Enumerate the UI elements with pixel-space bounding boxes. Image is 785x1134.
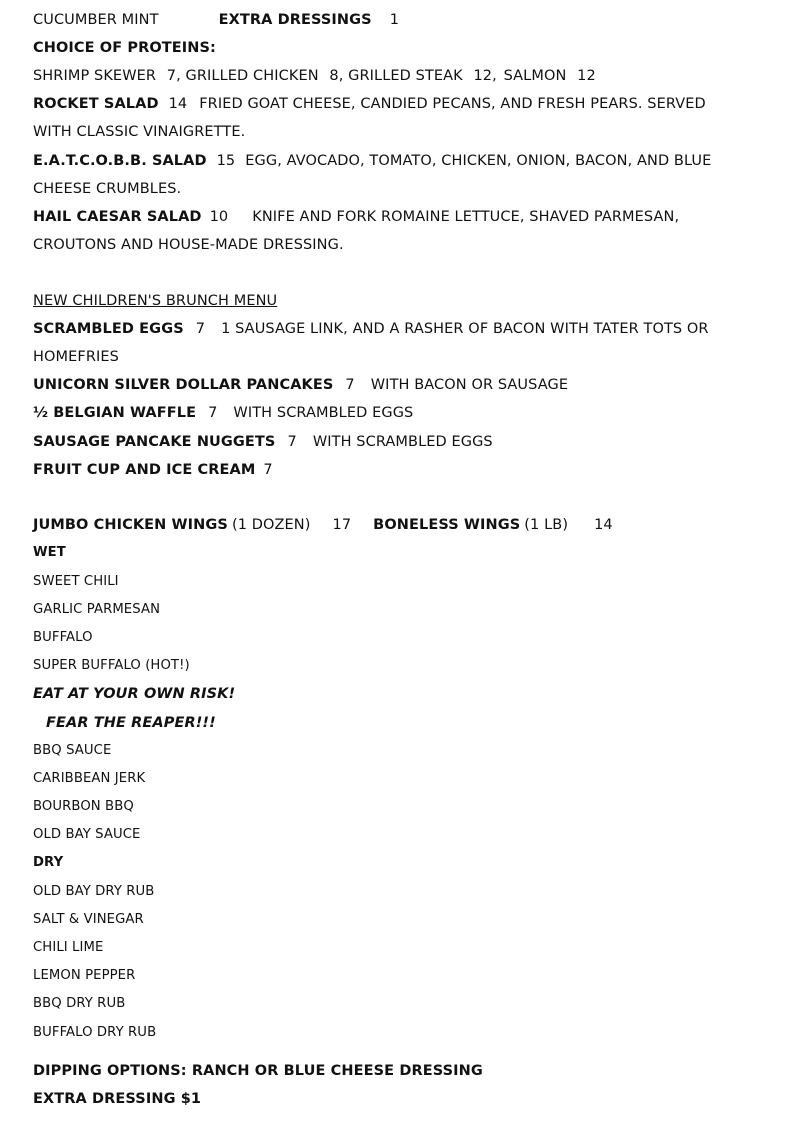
- children-item-price: 7: [195, 321, 206, 337]
- fear-the-reaper: FEAR THE REAPER!!!: [46, 715, 216, 731]
- children-item-name: FRUIT CUP AND ICE CREAM: [33, 462, 256, 478]
- sauce-item: GARLIC PARMESAN: [33, 602, 161, 617]
- children-item-price: 7: [345, 377, 355, 393]
- children-item-desc: WITH SCRAMBLED EGGS: [312, 434, 493, 450]
- extra-dressings-price: 1: [389, 12, 400, 28]
- protein-steak-price: 12,: [473, 68, 497, 84]
- salad-description: KNIFE AND FORK ROMAINE LETTUCE, SHAVED PARMESAN,: [252, 209, 680, 225]
- boneless-wings-price: 14: [594, 517, 613, 533]
- jumbo-wings-qty: (1 DOZEN): [231, 517, 311, 533]
- children-item-name: SCRAMBLED EGGS: [33, 321, 184, 337]
- sauce-item: SUPER BUFFALO (HOT!): [33, 658, 190, 673]
- salad-item: [33, 207, 679, 227]
- salad-price: 15: [216, 153, 236, 169]
- salad-price: 14: [168, 96, 188, 112]
- extra-dressing: EXTRA DRESSING $1: [33, 1091, 202, 1107]
- salad-description: EGG, AVOCADO, TOMATO, CHICKEN, ONION, BACON, AND BLUE: [245, 153, 712, 169]
- salad-name: HAIL CAESAR SALAD: [33, 209, 202, 225]
- protein-chicken-price: 8, GRILLED STEAK: [329, 68, 463, 84]
- protein-shrimp-price: 7, GRILLED CHICKEN: [166, 68, 319, 84]
- dry-rub-item: LEMON PEPPER: [33, 968, 136, 983]
- jumbo-wings-name: JUMBO CHICKEN WINGS: [33, 517, 228, 533]
- dipping-options: DIPPING OPTIONS: RANCH OR BLUE CHEESE DRESSING: [33, 1063, 483, 1079]
- children-item-price: 7: [263, 462, 273, 478]
- salad-price: 10: [209, 209, 229, 225]
- children-item: [33, 403, 413, 423]
- dry-label: DRY: [33, 855, 64, 870]
- salad-item: [33, 94, 706, 114]
- dry-rub-item: BBQ DRY RUB: [33, 996, 126, 1011]
- children-item-name: UNICORN SILVER DOLLAR PANCAKES: [33, 377, 334, 393]
- children-item-desc: WITH BACON OR SAUSAGE: [370, 377, 569, 393]
- salad-name: E.A.T.C.O.B.B. SALAD: [33, 153, 207, 169]
- dry-rub-item: OLD BAY DRY RUB: [33, 884, 155, 899]
- dry-rub-item: CHILI LIME: [33, 940, 104, 955]
- sauce-item: CARIBBEAN JERK: [33, 771, 146, 786]
- extra-dressings-label: EXTRA DRESSINGS: [218, 12, 372, 28]
- wet-label: WET: [33, 545, 66, 560]
- jumbo-wings-price: 17: [332, 517, 352, 533]
- children-item: [33, 432, 493, 452]
- children-item: [33, 319, 709, 339]
- children-menu-heading: NEW CHILDREN'S BRUNCH MENU: [33, 293, 278, 309]
- children-item-price: 7: [287, 434, 297, 450]
- boneless-wings-name: BONELESS WINGS: [373, 517, 521, 533]
- salad-name: ROCKET SALAD: [33, 96, 159, 112]
- children-item-desc-cont: HOMEFRIES: [33, 349, 119, 365]
- children-item: [33, 460, 273, 480]
- protein-shrimp: SHRIMP SKEWER: [33, 68, 157, 84]
- children-item-name: SAUSAGE PANCAKE NUGGETS: [33, 434, 276, 450]
- salad-description-cont: WITH CLASSIC VINAIGRETTE.: [33, 124, 246, 140]
- choice-of-proteins: CHOICE OF PROTEINS:: [33, 40, 216, 56]
- salad-description-cont: CROUTONS AND HOUSE-MADE DRESSING.: [33, 237, 344, 253]
- children-item-price: 7: [208, 405, 218, 421]
- salad-description-cont: CHEESE CRUMBLES.: [33, 181, 182, 197]
- cucumber-mint: CUCUMBER MINT: [33, 12, 159, 28]
- sauce-item: SWEET CHILI: [33, 574, 119, 589]
- wings-line: [33, 515, 613, 535]
- boneless-wings-qty: (1 LB): [524, 517, 569, 533]
- sauce-item: BOURBON BBQ: [33, 799, 134, 814]
- children-item-desc: 1 SAUSAGE LINK, AND A RASHER OF BACON WITH TATER TOTS OR: [221, 321, 709, 337]
- children-item-desc: WITH SCRAMBLED EGGS: [233, 405, 414, 421]
- cucumber-mint-line: [33, 10, 399, 30]
- sauce-item: BBQ SAUCE: [33, 743, 112, 758]
- salad-item: [33, 151, 711, 171]
- children-item-name: ½ BELGIAN WAFFLE: [33, 405, 197, 421]
- dry-rub-item: BUFFALO DRY RUB: [33, 1025, 157, 1040]
- dry-rub-item: SALT & VINEGAR: [33, 912, 144, 927]
- sauce-item: BUFFALO: [33, 630, 93, 645]
- sauce-item: OLD BAY SAUCE: [33, 827, 141, 842]
- protein-salmon-price: 12: [577, 68, 596, 84]
- proteins-line: [33, 66, 596, 86]
- salad-description: FRIED GOAT CHEESE, CANDIED PECANS, AND FRESH PEARS. SERVED: [199, 96, 706, 112]
- eat-at-risk: EAT AT YOUR OWN RISK!: [33, 686, 236, 702]
- children-item: [33, 375, 568, 395]
- protein-salmon: SALMON: [503, 68, 567, 84]
